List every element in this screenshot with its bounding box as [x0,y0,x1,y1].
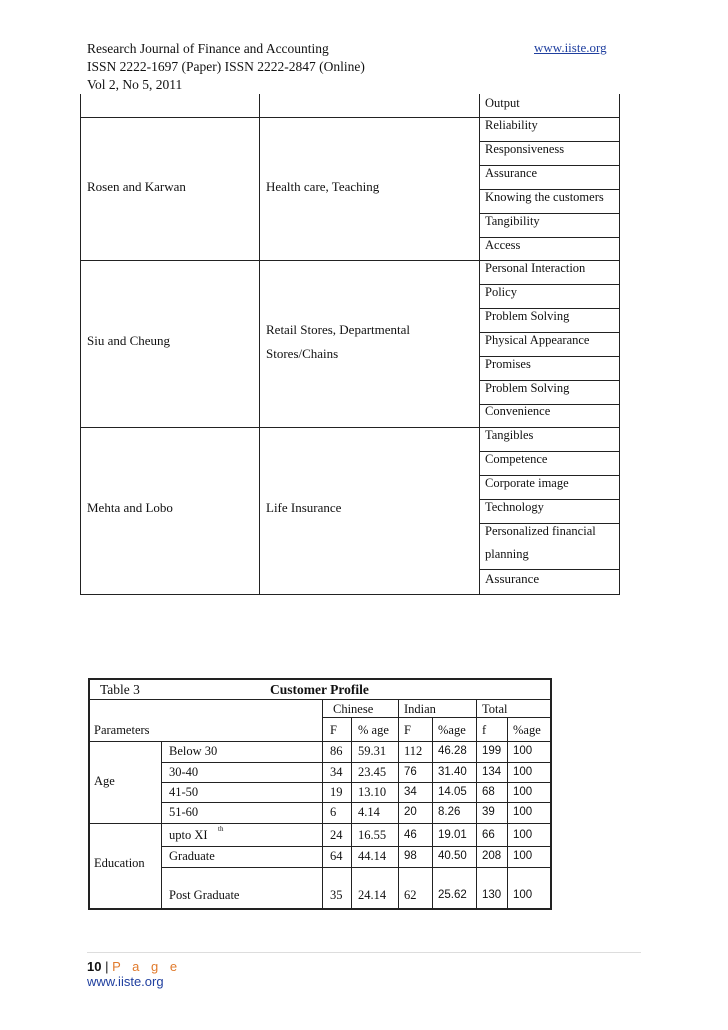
column-subheader: %age [438,723,466,737]
table-cell: 35 [330,888,343,902]
quality-item: Physical Appearance [485,333,590,347]
table-cell: 64 [330,849,343,863]
quality-item: Tangibility [485,214,540,228]
industry-cell: Stores/Chains [266,346,339,361]
table-cell: 40.50 [438,850,467,862]
author-cell: Mehta and Lobo [87,500,173,515]
table-cell: 100 [513,766,533,778]
journal-title: Research Journal of Finance and Accounting [87,41,329,56]
quality-item: planning [485,547,529,561]
quality-item: Personalized financial [485,524,596,538]
table-cell: 130 [482,889,502,901]
author-cell: Siu and Cheung [87,333,171,348]
quality-item: Convenience [485,404,551,418]
table-cell: 19.01 [438,829,467,841]
quality-item: Assurance [485,571,540,586]
table-cell: 20 [404,806,417,818]
row-label: upto XI [169,828,208,842]
row-label: 41-50 [169,785,199,799]
table-cell: 24 [330,828,343,842]
journal-url-link[interactable]: www.iiste.org [534,40,607,55]
row-label: 51-60 [169,805,199,819]
group-label-age: Age [94,774,115,788]
industry-cell: Life Insurance [266,500,342,515]
author-cell: Rosen and Karwan [87,179,186,194]
table-cell: 34 [404,786,417,798]
table-title: Customer Profile [270,682,369,697]
column-subheader: % age [358,723,389,737]
quality-item: Tangibles [485,428,534,442]
table-cell: 44.14 [358,849,387,863]
table-cell: 39 [482,806,495,818]
table-cell: 46 [404,829,417,841]
parameters-header: Parameters [94,723,150,737]
table-cell: 66 [482,829,495,841]
quality-item: Knowing the customers [485,190,604,204]
table-cell: 6 [330,805,337,819]
table-cell: 100 [513,786,533,798]
table-cell: 112 [404,744,423,758]
table-cell: 34 [330,765,343,779]
table-cell: 4.14 [358,805,380,819]
quality-item: Competence [485,452,548,466]
page-number-value: 10 [87,959,102,974]
table-cell: 16.55 [358,828,387,842]
table-cell: 86 [330,744,343,758]
table-cell: 100 [513,889,533,901]
table-cell: 68 [482,786,495,798]
quality-item: Problem Solving [485,309,570,323]
row-label: Graduate [169,849,215,863]
column-subheader: F [330,723,337,737]
issn-line: ISSN 2222-1697 (Paper) ISSN 2222-2847 (Online) [87,59,365,74]
table-cell: 100 [513,850,533,862]
table-cell: 134 [482,766,502,778]
quality-item: Assurance [485,166,538,180]
table-cell: 62 [404,888,417,902]
column-subheader: %age [513,723,541,737]
quality-item: Output [485,96,520,110]
table-cell: 14.05 [438,786,467,798]
table-cell: 19 [330,785,343,799]
column-subheader: F [404,723,411,737]
quality-item: Promises [485,357,531,371]
table-cell: 76 [404,766,417,778]
industry-cell: Retail Stores, Departmental [266,322,411,337]
table-cell: 59.31 [358,744,387,758]
page-number: 10 | P a g e [87,959,182,974]
table-cell: 100 [513,806,533,818]
table-cell: 46.28 [438,745,467,757]
table-cell: 23.45 [358,765,387,779]
table-cell: 8.26 [438,806,461,818]
row-label: Post Graduate [169,888,240,902]
table-cell: 25.62 [438,889,467,901]
quality-item: Access [485,238,521,252]
column-group-header: Total [482,702,508,716]
row-label: 30-40 [169,765,199,779]
table-cell: 24.14 [358,888,387,902]
quality-item: Reliability [485,118,538,132]
page-word: P a g e [112,959,182,974]
column-group-header: Indian [404,702,436,716]
row-label-superscript: th [218,825,224,833]
industry-cell: Health care, Teaching [266,179,380,194]
quality-item: Personal Interaction [485,261,586,275]
quality-item: Technology [485,500,544,514]
table-label: Table 3 [100,682,140,697]
table-cell: 31.40 [438,766,467,778]
table-cell: 13.10 [358,785,387,799]
table-cell: 100 [513,829,533,841]
table-cell: 98 [404,850,417,862]
footer-url-link[interactable]: www.iiste.org [87,974,164,989]
quality-item: Corporate image [485,476,569,490]
group-label-education: Education [94,856,145,870]
quality-item: Problem Solving [485,381,570,395]
column-group-header: Chinese [333,702,374,716]
table-cell: 199 [482,745,502,757]
column-subheader: f [482,723,487,737]
table-cell: 208 [482,850,502,862]
quality-item: Responsiveness [485,142,565,156]
table-cell: 100 [513,745,533,757]
quality-item: Policy [485,285,517,299]
volume-line: Vol 2, No 5, 2011 [87,77,183,92]
row-label: Below 30 [169,744,218,758]
